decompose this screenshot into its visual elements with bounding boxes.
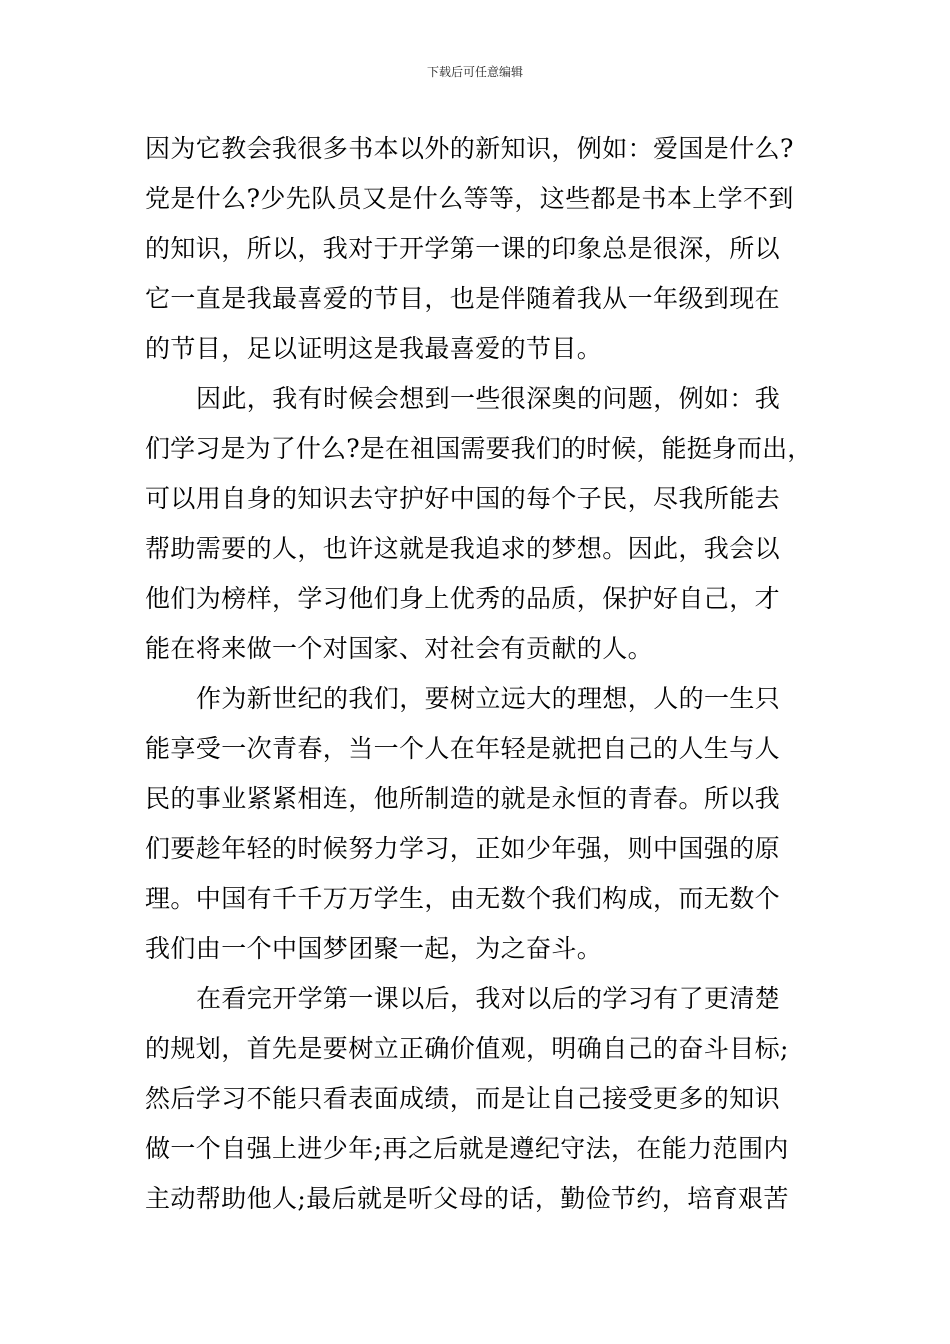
page-header: 下载后可任意编辑	[426, 65, 523, 79]
text-line: 主动帮助他人;最后就是听父母的话，勤俭节约，培育艰苦	[145, 1184, 789, 1213]
text-line: 因为它教会我很多书本以外的新知识，例如：爱国是什么?	[145, 134, 794, 163]
text-line: 能在将来做一个对国家、对社会有贡献的人。	[145, 634, 654, 663]
text-line: 的节目，足以证明这是我最喜爱的节目。	[145, 334, 603, 363]
text-line: 民的事业紧紧相连，他所制造的就是永恒的青春。所以我	[145, 784, 781, 813]
text-line: 帮助需要的人，也许这就是我追求的梦想。因此，我会以	[145, 534, 781, 563]
text-line: 我们由一个中国梦团聚一起，为之奋斗。	[145, 934, 603, 963]
text-line: 党是什么?少先队员又是什么等等，这些都是书本上学不到	[145, 184, 794, 213]
text-line: 们学习是为了什么?是在祖国需要我们的时候，能挺身而出，	[145, 434, 813, 463]
text-line: 可以用自身的知识去守护好中国的每个子民，尽我所能去	[145, 484, 781, 513]
text-line: 然后学习不能只看表面成绩，而是让自己接受更多的知识	[145, 1084, 781, 1113]
text-line: 在看完开学第一课以后，我对以后的学习有了更清楚	[196, 984, 781, 1013]
text-line: 它一直是我最喜爱的节目，也是伴随着我从一年级到现在	[145, 284, 781, 313]
text-line: 们要趁年轻的时候努力学习，正如少年强，则中国强的原	[145, 834, 781, 863]
text-line: 的规划，首先是要树立正确价值观，明确自己的奋斗目标;	[145, 1034, 789, 1063]
text-line: 的知识，所以，我对于开学第一课的印象总是很深，所以	[145, 234, 781, 263]
text-line: 他们为榜样，学习他们身上优秀的品质，保护好自己，才	[145, 584, 781, 613]
text-line: 因此，我有时候会想到一些很深奥的问题，例如：我	[196, 384, 781, 413]
text-line: 作为新世纪的我们，要树立远大的理想，人的一生只	[196, 684, 781, 713]
text-line: 能享受一次青春，当一个人在年轻是就把自己的人生与人	[145, 734, 781, 763]
text-line: 做一个自强上进少年;再之后就是遵纪守法，在能力范围内	[145, 1134, 789, 1163]
text-line: 理。中国有千千万万学生，由无数个我们构成，而无数个	[145, 884, 781, 913]
body-text	[145, 124, 815, 1224]
